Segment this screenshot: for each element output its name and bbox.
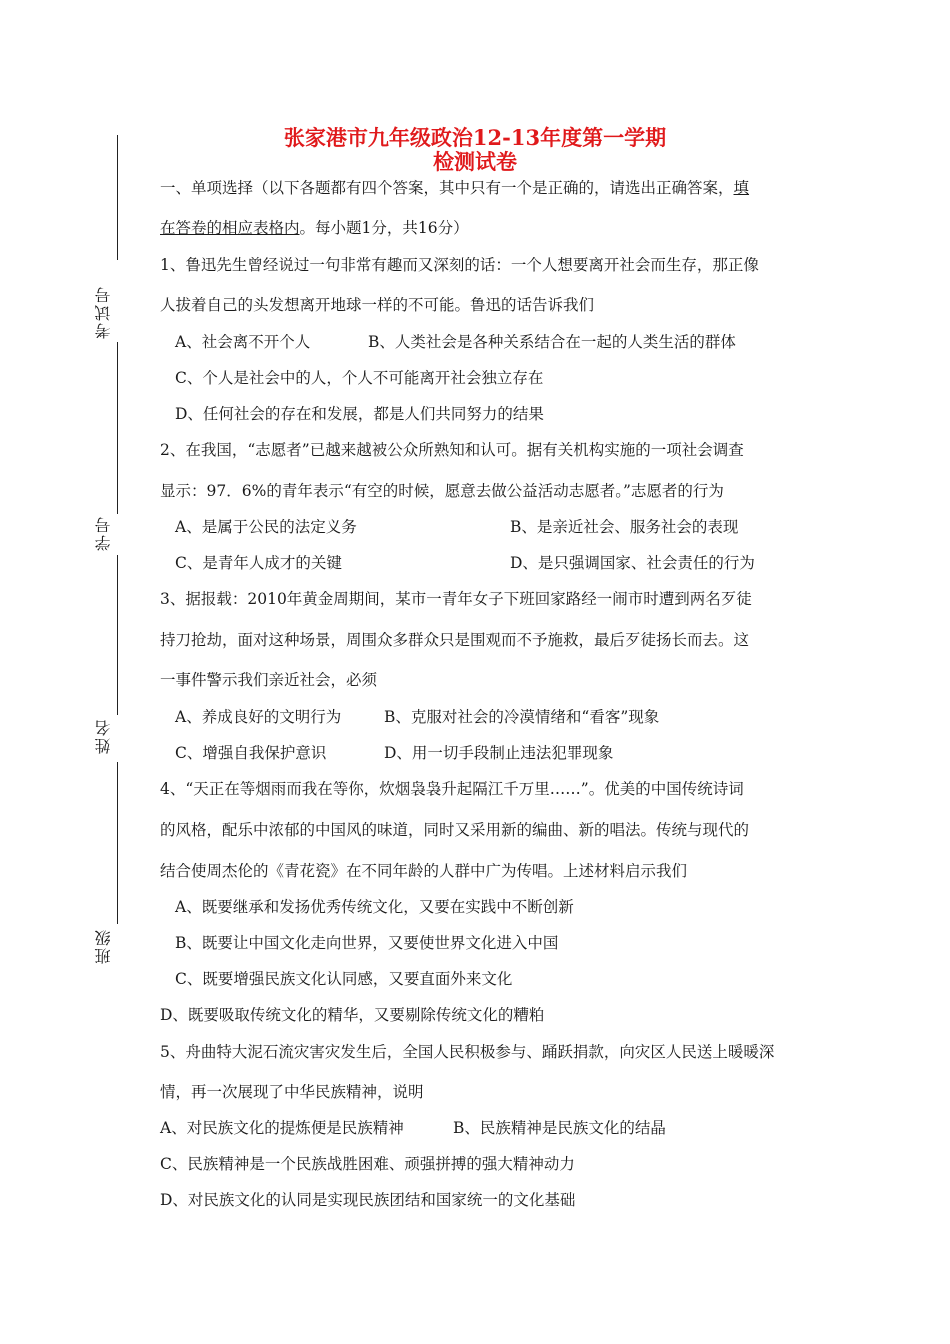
question-4-stem: 的风格，配乐中浓郁的中国风的味道，同时又采用新的编曲、新的唱法。传统与现代的 [160,821,750,839]
class-label: 班级 [94,928,113,964]
question-2-stem: 2、在我国，“志愿者”已越来越被公众所熟知和认可。据有关机构实施的一项社会调查 [160,441,744,459]
document-title: 张家港市九年级政治12-13年度第一学期 [283,125,667,150]
question-5-option-a: A、对民族文化的提炼便是民族精神 [160,1119,404,1137]
question-1-stem: 人拔着自己的头发想离开地球一样的不可能。鲁迅的话告诉我们 [160,296,595,314]
question-1-stem: 1、鲁迅先生曾经说过一句非常有趣而又深刻的话：一个人想要离开社会而生存，那正像 [160,256,759,274]
question-3-stem: 一事件警示我们亲近社会，必须 [160,671,378,689]
question-5-option-b: B、民族精神是民族文化的结晶 [453,1119,666,1137]
margin-rule [117,342,118,514]
question-3-option-b: B、克服对社会的冷漠情绪和“看客”现象 [384,708,660,726]
question-5-option-c: C、民族精神是一个民族战胜困难、顽强拼搏的强大精神动力 [160,1155,575,1173]
question-4-option-a: A、既要继承和发扬优秀传统文化，又要在实践中不断创新 [175,898,574,916]
question-5-stem: 5、舟曲特大泥石流灾害灾发生后，全国人民积极参与、踊跃捐款，向灾区人民送上暖暖深 [160,1043,775,1061]
question-2-stem: 显示：97．6%的青年表示“有空的时候，愿意去做公益活动志愿者。”志愿者的行为 [160,482,724,500]
question-4-stem: 4、“天正在等烟雨而我在等你，炊烟袅袅升起隔江千万里……”。优美的中国传统诗词 [160,780,744,798]
question-5-stem: 情，再一次展现了中华民族精神，说明 [160,1083,424,1101]
question-2-option-b: B、是亲近社会、服务社会的表现 [510,518,739,536]
question-2-option-a: A、是属于公民的法定义务 [175,518,357,536]
question-3-stem: 持刀抢劫，面对这种场景，周围众多群众只是围观而不予施救，最后歹徒扬长而去。这 [160,631,750,649]
question-1-option-d: D、任何社会的存在和发展，都是人们共同努力的结果 [175,405,544,423]
document-subtitle: 检测试卷 [433,149,517,174]
question-3-stem: 3、据报载：2010年黄金周期间，某市一青年女子下班回家路经一闹市时遭到两名歹徒 [160,590,752,608]
instructions-emphasis: 在答卷的相应表格内 [160,219,300,237]
exam-number-label: 考试号 [94,285,113,339]
name-label: 姓名 [94,718,113,754]
margin-rule [117,555,118,715]
student-number-label: 学号 [94,515,113,551]
instructions-text: 。每小题1分，共16分） [299,219,469,237]
section-instructions [160,178,749,198]
margin-rule [117,762,118,924]
binding-margin [0,0,140,1344]
question-4-option-d: D、既要吸取传统文化的精华，又要剔除传统文化的糟粕 [160,1006,545,1024]
instructions-emphasis: 填 [733,179,750,197]
instructions-text: 一、单项选择（以下各题都有四个答案，其中只有一个是正确的，请选出正确答案， [160,179,734,197]
question-4-option-c: C、既要增强民族文化认同感，又要直面外来文化 [175,970,513,988]
question-1-option-b: B、人类社会是各种关系结合在一起的人类生活的群体 [368,333,736,351]
section-instructions-cont [160,218,469,238]
question-3-option-c: C、增强自我保护意识 [175,744,327,762]
question-3-option-a: A、养成良好的文明行为 [175,708,342,726]
question-2-option-c: C、是青年人成才的关键 [175,554,342,572]
question-5-option-d: D、对民族文化的认同是实现民族团结和国家统一的文化基础 [160,1191,576,1209]
question-4-option-b: B、既要让中国文化走向世界，又要使世界文化进入中国 [175,934,559,952]
question-4-stem: 结合使周杰伦的《青花瓷》在不同年龄的人群中广为传唱。上述材料启示我们 [160,862,688,880]
question-1-option-a: A、社会离不开个人 [175,333,311,351]
question-3-option-d: D、用一切手段制止违法犯罪现象 [384,744,614,762]
question-2-option-d: D、是只强调国家、社会责任的行为 [510,554,755,572]
question-1-option-c: C、个人是社会中的人，个人不可能离开社会独立存在 [175,369,544,387]
